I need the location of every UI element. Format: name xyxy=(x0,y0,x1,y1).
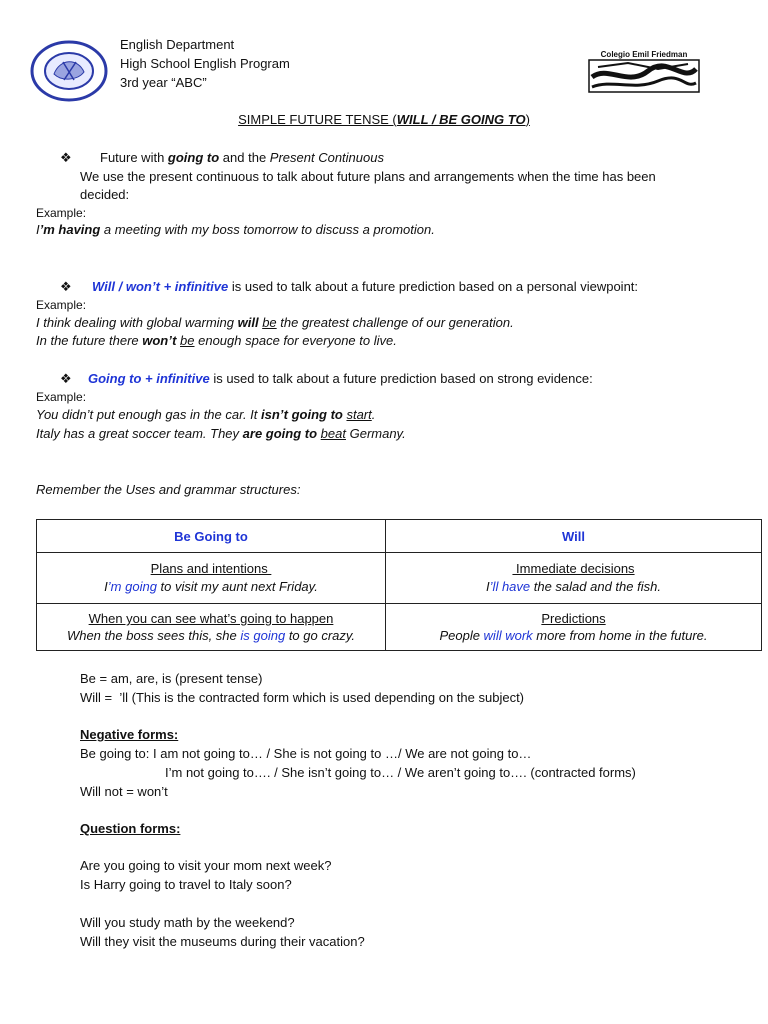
section1-example-label: Example: xyxy=(36,206,87,220)
right-logo-caption: Colegio Emil Friedman xyxy=(600,50,688,59)
section1-desc-1: We use the present continuous to talk about future plans and arrangements when the time has been xyxy=(80,169,656,184)
question-line-1: Are you going to visit your mom next week? xyxy=(80,858,332,873)
table-cell xyxy=(37,604,386,651)
section1-heading: ❖ Future with going to and the Present Continuous xyxy=(60,150,384,165)
section2-example-label: Example: xyxy=(36,298,87,312)
table-cell xyxy=(386,604,762,651)
cell-example: People will work more from home in the future. xyxy=(439,628,708,643)
section3-example-2: Italy has a great soccer team. They are going to beat Germany. xyxy=(36,426,406,441)
table-cell xyxy=(386,553,762,604)
header-dept-line-2: High School English Program xyxy=(120,56,290,71)
negative-line-3: Will not = won’t xyxy=(80,784,168,799)
table-row xyxy=(37,604,762,651)
cell-title: Plans and intentions xyxy=(150,561,272,576)
right-school-logo xyxy=(588,50,700,94)
uses-table xyxy=(36,519,762,651)
header-dept-line-1: English Department xyxy=(120,37,235,52)
question-line-3: Will you study math by the weekend? xyxy=(80,915,295,930)
section2-example-1: I think dealing with global warming will be the greatest challenge of our generation. xyxy=(36,315,514,330)
section3-example-1: You didn’t put enough gas in the car. It isn’t going to start. xyxy=(36,407,376,422)
section1-desc-2: decided: xyxy=(80,187,130,202)
negative-line-1: Be going to: I am not going to… / She is not going to …/ We are not going to… xyxy=(80,746,532,761)
diamond-bullet-icon: ❖ xyxy=(60,279,72,294)
negative-line-2: I’m not going to…. / She isn’t going to… / We aren’t going to…. (contracted forms) xyxy=(165,765,636,780)
table-cell xyxy=(37,553,386,604)
header-dept-line-3: 3rd year “ABC” xyxy=(120,75,207,90)
question-forms-heading: Question forms: xyxy=(80,821,181,836)
diamond-bullet-icon: ❖ xyxy=(60,150,72,165)
negative-forms-heading: Negative forms: xyxy=(80,727,179,742)
section3-example-label: Example: xyxy=(36,390,87,404)
school-seal-logo xyxy=(30,40,108,102)
remember-note: Remember the Uses and grammar structures: xyxy=(36,482,301,497)
cell-example: When the boss sees this, she is going to go crazy. xyxy=(66,628,356,643)
cell-example: I’m going to visit my aunt next Friday. xyxy=(104,579,318,594)
cell-title: Predictions xyxy=(541,611,606,626)
section2-example-2: In the future there won’t be enough space for everyone to live. xyxy=(36,333,397,348)
be-definition: Be = am, are, is (present tense) xyxy=(80,671,263,686)
cell-title: When you can see what’s going to happen xyxy=(88,611,334,626)
table-header-row xyxy=(37,520,762,553)
cell-example: I’ll have the salad and the fish. xyxy=(486,579,661,594)
diamond-bullet-icon: ❖ xyxy=(60,371,72,386)
cell-title: Immediate decisions xyxy=(512,561,635,576)
section1-example: I’m having a meeting with my boss tomorrow to discuss a promotion. xyxy=(36,222,435,237)
question-line-2: Is Harry going to travel to Italy soon? xyxy=(80,877,292,892)
section3-heading: ❖ Going to + infinitive is used to talk about a future prediction based on strong evidence: xyxy=(60,371,593,386)
header-be-going-to: Be Going to xyxy=(37,520,386,553)
section2-heading: ❖ Will / won’t + infinitive is used to talk about a future prediction based on a personal viewpoint: xyxy=(60,279,639,294)
table-row xyxy=(37,553,762,604)
header-will: Will xyxy=(386,520,762,553)
will-definition: Will = ’ll (This is the contracted form which is used depending on the subject) xyxy=(80,690,525,705)
page-title: SIMPLE FUTURE TENSE (WILL / BE GOING TO) xyxy=(238,112,530,127)
question-line-4: Will they visit the museums during their vacation? xyxy=(80,934,365,949)
